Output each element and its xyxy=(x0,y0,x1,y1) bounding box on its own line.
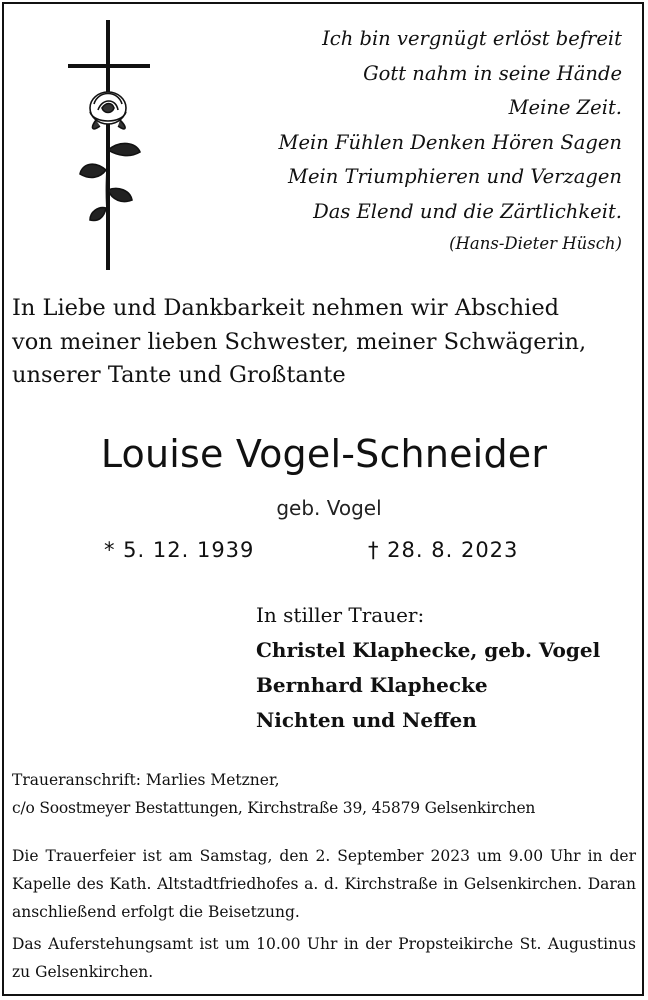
mourners-block xyxy=(256,598,600,738)
poem-line: Mein Triumphieren und Verzagen xyxy=(288,165,622,188)
deceased-name: Louise Vogel-Schneider xyxy=(100,432,548,476)
poem xyxy=(202,22,622,261)
poem-line: Mein Fühlen Denken Hören Sagen xyxy=(278,130,622,154)
resurrection-mass-info: Das Auferstehungsamt ist um 10.00 Uhr in der Propsteikirche St. Augustinus zu Gelsenkirchen. xyxy=(12,935,636,981)
farewell-line: In Liebe und Dankbarkeit nehmen wir Abschied xyxy=(12,295,560,321)
address-line: Traueranschrift: Marlies Metzner, xyxy=(12,771,280,789)
cross-with-rose xyxy=(60,20,160,270)
mourning-address xyxy=(12,766,636,822)
mourners-label: In stiller Trauer: xyxy=(256,603,425,627)
ceremony-info: Die Trauerfeier ist am Samstag, den 2. September 2023 um 9.00 Uhr in der Kapelle des Kath. Altstadtfriedhofes a. d. Kirchstraße in Gelsenkirchen. Daran anschließend erfolgt die Beisetzung. xyxy=(12,847,636,921)
poem-line: Ich bin vergnügt erlöst befreit xyxy=(322,27,622,50)
maiden-name: geb. Vogel xyxy=(276,496,382,520)
birth-date: * 5. 12. 1939 xyxy=(104,538,255,562)
death-date: † 28. 8. 2023 xyxy=(368,538,519,562)
poem-line: Meine Zeit. xyxy=(508,96,622,119)
farewell-text xyxy=(12,292,642,393)
mourner-name: Christel Klaphecke, geb. Vogel xyxy=(256,638,601,662)
farewell-line: unserer Tante und Großtante xyxy=(12,362,346,388)
poem-line: Gott nahm in seine Hände xyxy=(363,61,622,85)
poem-line: Das Elend und die Zärtlichkeit. xyxy=(313,199,622,223)
poem-attribution: (Hans-Dieter Hüsch) xyxy=(449,234,622,253)
address-line: c/o Soostmeyer Bestattungen, Kirchstraße 39, 45879 Gelsenkirchen xyxy=(12,799,536,817)
farewell-line: von meiner lieben Schwester, meiner Schwägerin, xyxy=(12,328,587,355)
mourner-name: Nichten und Neffen xyxy=(256,708,477,732)
mourner-name: Bernhard Klaphecke xyxy=(256,673,488,697)
